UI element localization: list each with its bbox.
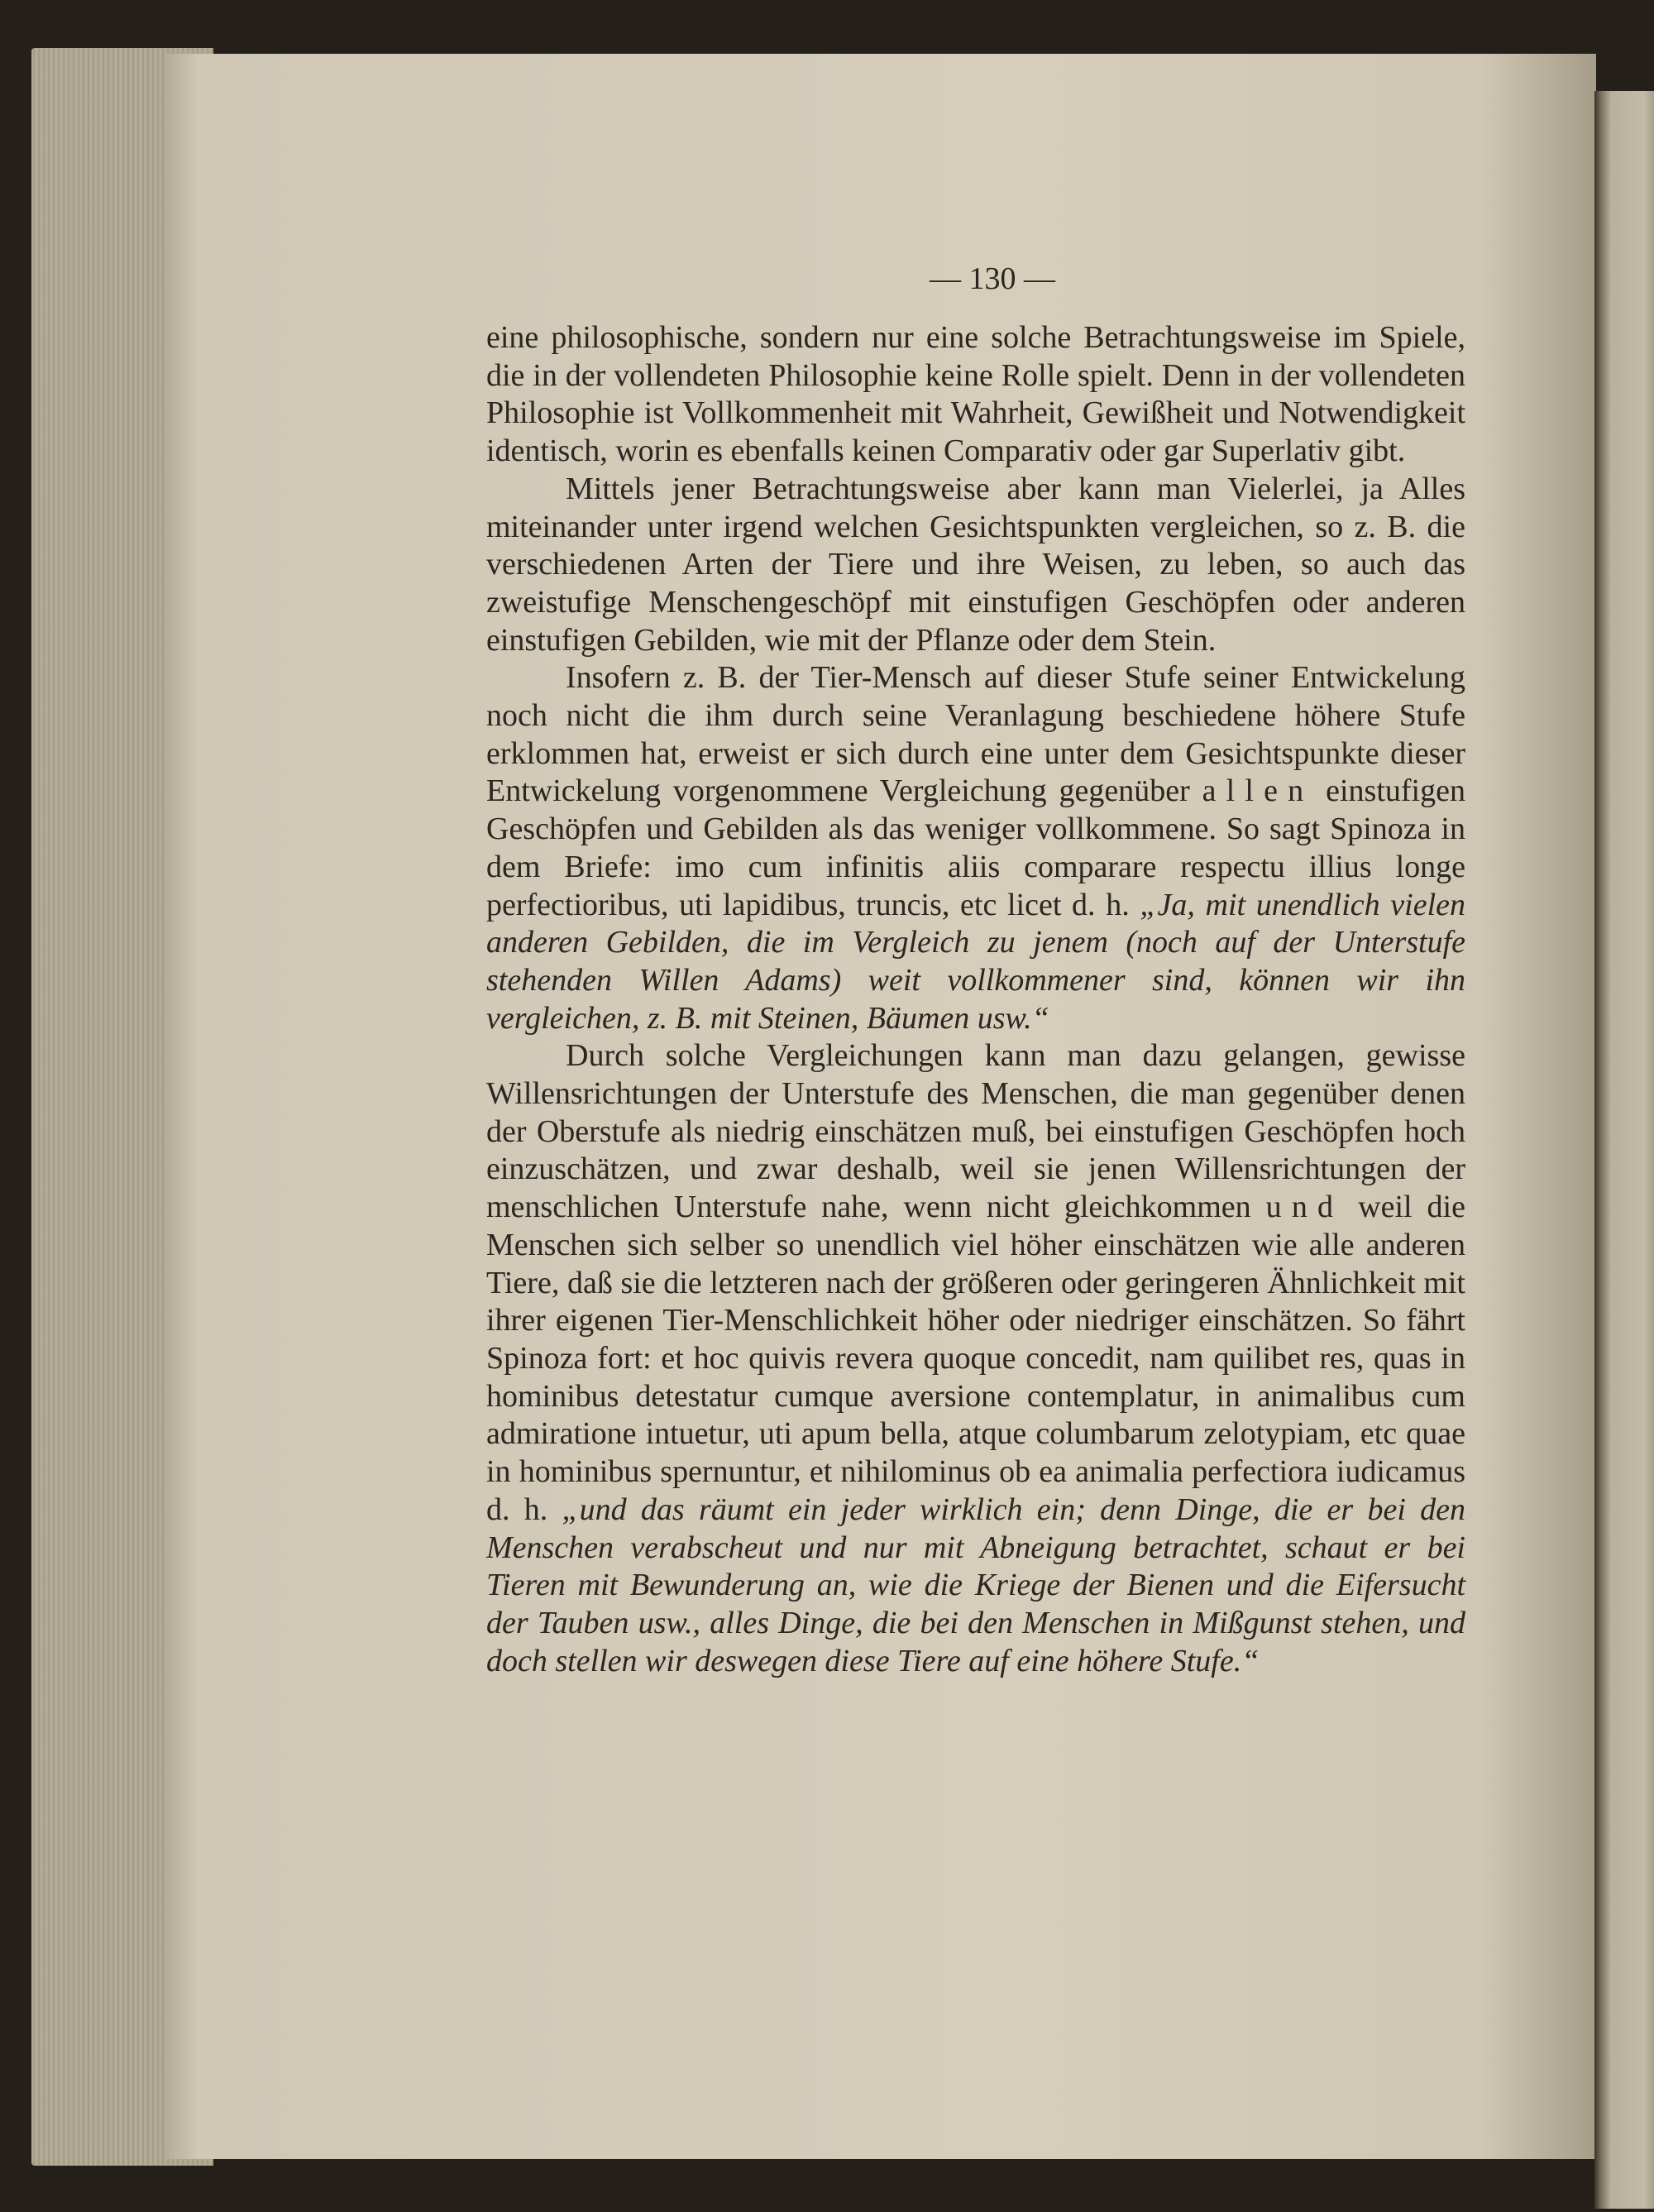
paragraph-4 <box>486 1037 1465 1680</box>
italic-translation: „Ja, mit unendlich vielen anderen Gebilden, die im Vergleich zu jenem (noch auf der Unterstufe stehenden Willen Adams) weit vollkommener sind, können wir ihn vergleichen, z. B. mit Steinen, Bäumen usw.“ <box>486 887 1465 1036</box>
paragraph-2 <box>486 471 1465 660</box>
facing-page-edge <box>1594 91 1654 2209</box>
italic-translation: „und das räumt ein jeder wirklich ein; denn Dinge, die er bei den Menschen verabscheut und nur mit Abneigung betrachtet, schaut er bei Tieren mit Bewunderung an, wie die Kriege der Bienen und die Eifersucht der Tauben usw., alles Dinge, die bei den Menschen in Mißgunst stehen, und doch stellen wir deswegen diese Tiere auf eine höhere Stufe.“ <box>486 1491 1465 1678</box>
text-segment: weil die Menschen sich selber so unendlich viel höher einschätzen wie alle anderen Tiere, daß sie die letzteren nach der größeren oder geringeren Ähnlichkeit mit ihrer eigenen Tier-Menschlichkeit höher oder niedriger einschätzen. So fährt Spinoza fort: et hoc quivis revera quoque concedit, nam quilibet res, quas in hominibus detestatur cumque aversione contemplatur, in animalibus cum admiratione intuetur, uti apum bella, atque columbarum zelotypiam, etc quae in hominibus spernuntur, et nihilominus ob ea animalia perfectiora iudicamus d. h. <box>486 1190 1465 1527</box>
paragraph-1 <box>486 319 1465 471</box>
spaced-emphasis: allen <box>1202 773 1314 809</box>
page-number: — 130 — <box>930 261 1055 296</box>
text-segment: Mittels jener Betrachtungsweise aber kann man Vielerlei, ja Alles miteinander unter irgend welchen Gesichtspunkten vergleichen, so z. B. die verschiedenen Arten der Tiere und ihre Weisen, zu leben, so auch das zweistufige Menschengeschöpf mit einstufigen Geschöpfen oder anderen einstufigen Gebilden, wie mit der Pflanze oder dem Stein. <box>486 471 1465 658</box>
text-segment: einstufigen Geschöpfen und Gebilden als das weniger vollkommene. So sagt Spinoza in dem Briefe: imo cum infinitis aliis comparare respectu illius longe perfectioribus, uti lapidibus, truncis, etc licet d. h. <box>486 773 1465 922</box>
spaced-emphasis: und <box>1265 1190 1344 1225</box>
body-text <box>486 319 1465 1680</box>
paragraph-3 <box>486 659 1465 1037</box>
text-segment: eine philosophische, sondern nur eine solche Betrachtungsweise im Spiele, die in der vollendeten Philosophie keine Rolle spielt. Denn in der vollendeten Philosophie ist Vollkommenheit mit Wahrheit, Gewißheit und Notwendigkeit identisch, worin es ebenfalls keinen Comparativ oder gar Superlativ gibt. <box>486 320 1465 469</box>
text-segment: Insofern z. B. der Tier-Mensch auf dieser Stufe seiner Entwickelung noch nicht die ihm durch seine Veranlagung beschiedene höhere Stufe erklommen hat, erweist er sich durch eine unter dem Gesichtspunkte dieser Entwickelung vorgenommene Vergleichung gegenüber <box>486 660 1465 809</box>
text-segment: Durch solche Vergleichungen kann man dazu gelangen, gewisse Willensrichtungen der Unterstufe des Menschen, die man gegenüber denen der Oberstufe als niedrig einschätzen muß, bei einstufigen Geschöpfen hoch einzuschätzen, und zwar deshalb, weil sie jenen Willensrichtungen der menschlichen Unterstufe nahe, wenn nicht gleichkommen <box>486 1038 1465 1225</box>
